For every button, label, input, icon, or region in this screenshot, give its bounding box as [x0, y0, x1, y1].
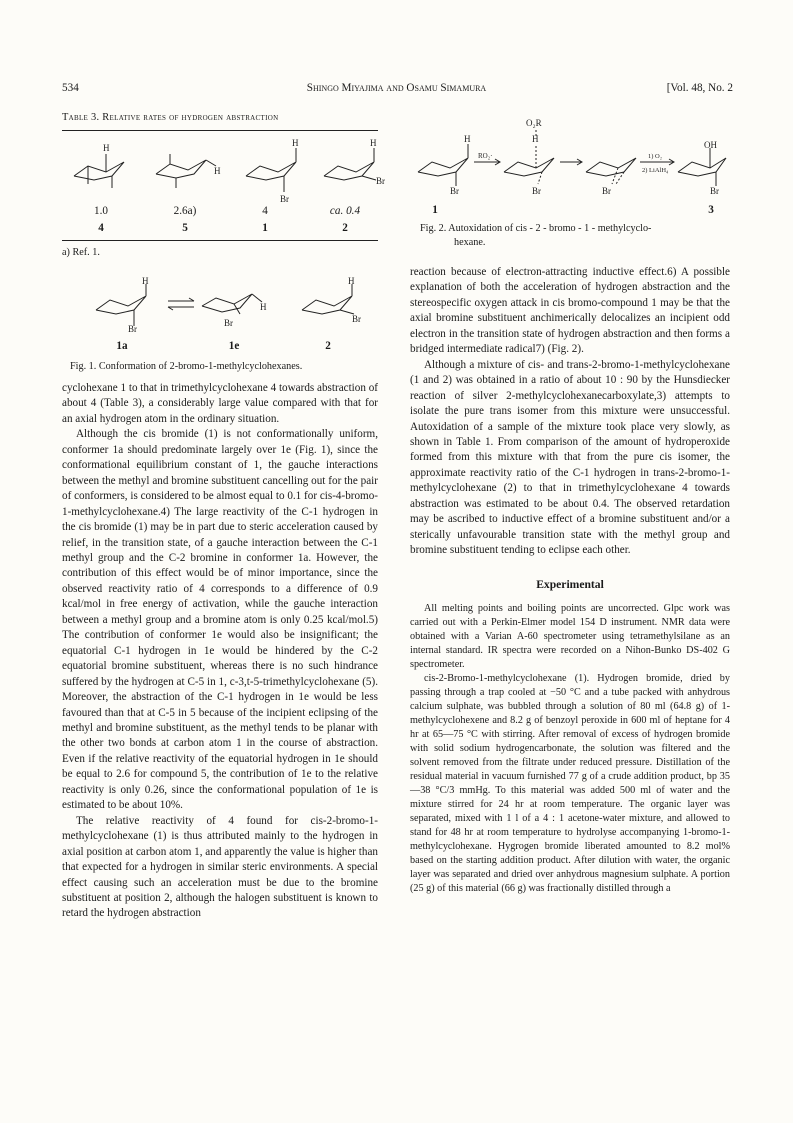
atom-br: Br — [602, 186, 611, 196]
running-header-authors: Shingo Miyajima and Osamu Simamura — [306, 82, 487, 94]
paragraph: The relative reactivity of 4 found for cis-2-bromo-1-methylcyclohexane (1) is thus attributed mainly to the hydrogen in axial position at carbon atom 1, and apparently the value is higher than that expected for a hydrogen in similar steric environments. A special effect causing such an acceleration must be due to the bromine substituent at position 2, although the halogen substituent is known to retard the hydrogen abstraction — [62, 814, 378, 920]
atom-h: H — [103, 143, 110, 153]
fig2-oh: OH — [704, 140, 717, 150]
atom-h: H — [214, 166, 221, 176]
fig2-compound-end: 3 — [708, 204, 714, 216]
table3-compound-1: 1 — [262, 222, 268, 234]
atom-h: H — [260, 302, 267, 312]
atom-h: H — [142, 276, 149, 286]
table3-compound-2: 2 — [342, 222, 348, 234]
table3-compound-5: 5 — [182, 222, 188, 234]
fig2-caption-line1: Fig. 2. Autoxidation of cis - 2 - bromo - 1 - methylcyclo- — [420, 223, 652, 234]
table3-structure-5 — [148, 140, 221, 200]
table3-footnote: a) Ref. 1. — [62, 247, 100, 258]
table3-rate-2: ca. 0.4 — [329, 205, 361, 217]
atom-h: H — [532, 134, 539, 144]
right-column-text — [410, 265, 730, 896]
paragraph: All melting points and boiling points are uncorrected. Glpc work was carried out with a Perkin-Elmer model 154 D instrument. NMR data were obtained with a Varian A-60 spectrometer using tetramethylsilane as an internal standard. IR spectra were recorded on a Nihon-Bunko DS-402 G spectrometer. — [410, 603, 730, 671]
paragraph: reaction because of electron-attracting inductive effect.6) A possible explanation of both the acceleration of hydrogen abstraction and the stereospecific oxygen attack in cis bromo-compound 1 may be that the axial bromine substituent anchimerically delocalizes an incipient odd electron in the transition state of hydrogen abstraction and then forms a bridged intermediate radical7) (Fig. 2). — [410, 266, 730, 356]
atom-h: H — [292, 138, 299, 148]
table3-top-rule — [62, 130, 378, 131]
fig1-label-2: 2 — [325, 340, 331, 352]
fig1-label-1a: 1a — [116, 340, 128, 352]
section-title-experimental: Experimental — [536, 577, 604, 591]
atom-br: Br — [352, 314, 361, 324]
fig2-caption — [420, 222, 736, 249]
page-number: 534 — [62, 82, 79, 94]
table3-rate-5: 2.6a) — [173, 205, 197, 217]
fig1-caption: Fig. 1. Conformation of 2-bromo-1-methylcyclohexanes. — [70, 361, 303, 372]
fig1-equilibrium-arrows — [166, 296, 196, 312]
paragraph: Although a mixture of cis- and trans-2-bromo-1-methylcyclohexane (1 and 2) was obtained in a ratio of about 10 : 90 by the Hunsdiecker reaction of silver 2-methylcyclohexanecarboxylate,3) attempts to isolate the pure trans isomer from this mixture were unsuccessful. Autoxidation of a sample of the mixture took place very slowly, as shown in Table 1. From comparison of the amount of hydroperoxide formed from this mixture with that from the pure cis isomer, the approximate reactivity ratio of the C-1 hydrogen in trans-2-bromo-1-methylcyclohexane (2) to that in trimethylcyclohexane 4 towards abstraction was estimated to be about 0.4. The observed retardation may be ascribed to inductive effect of a bromine substituent and/or a sterically unfavourable transition state with the methyl group and bromine substituent tending to eclipse each other. — [410, 358, 730, 557]
table3-bottom-rule — [62, 240, 378, 241]
atom-br: Br — [224, 318, 233, 328]
paragraph: cis-2-Bromo-1-methylcyclohexane (1). Hydrogen bromide, dried by passing through a trap cooled at −50 °C and a tube packed with anhydrous calcium sulphate, was bubbled through a solution of 80 ml (64.8 g) of 1-methylcyclohexene and 8.2 g of benzoyl peroxide in 600 ml of heptane for 4 hr at 65—75 °C with stirring. After removal of excess of hydrogen bromide with solid sodium hydrogencarbonate, the solution was filtered and the solvent removed from the filtrate under reduced pressure. Distillation of the residual material in vacuum furnished 77 g of a crude addition product, bp 35—38 °C/3 mmHg. To this material was added 500 ml of water and the mixture stirred for 24 hr at room temperature. The organic layer was separated, mixed with 1 l of a 4 : 1 acetone-water mixture, and allowed to stand for 48 hr at room temperature to hydrolyse accompanying 1-bromo-1-methylcyclohexane. Hygrogen bromide liberated amounted to 8.2 mol% based on the starting addition product. After dilution with water, the organic layer was separated and dried over anhydrous magnesium sulphate. A portion (25 g) of this material (66 g) was fractionally distilled through a — [410, 673, 730, 895]
fig1-label-1e: 1e — [228, 340, 240, 352]
fig2-caption-line2: hexane. — [454, 236, 486, 248]
fig2-reagent-step1: 1) O₂ — [648, 153, 662, 160]
atom-h: H — [464, 134, 471, 144]
table3-title: Table 3. Relative rates of hydrogen abstraction — [62, 112, 279, 123]
experimental-text — [410, 602, 730, 896]
table3-structure-1 — [240, 140, 310, 210]
table3-structure-2 — [318, 140, 388, 200]
table3-rate-4: 1.0 — [94, 205, 108, 217]
paragraph: cyclohexane 1 to that in trimethylcyclohexane 4 towards abstraction of about 4 (Table 3), a considerably large value compared with that for an axial hydrogen atom in the ordinary situation. — [62, 382, 378, 425]
fig2-o2r: O₂R — [526, 118, 542, 128]
fig2-scheme — [412, 118, 732, 218]
fig2-compound-start: 1 — [432, 204, 438, 216]
paragraph: Although the cis bromide (1) is not conformationally uniform, conformer 1a should predominate largely over 1e (Fig. 1), since the conformational equilibrium constant of 1, the gauche interactions between the methyl and bromine substituent cancelling out for the pair of conformers, is considered to be almost equal to 0.1 for cis-4-bromo-1-methylcyclohexane.4) The large reactivity of the C-1 hydrogen in the cis bromide (1) may be in part due to steric acceleration caused by relief, in the transition state, of a gauche interaction between the C-1 methyl group and the C-2 bromine in conformer 1a. However, the contribution of this effect would be of minor importance, since the observed reactivity ratio of 4 corresponds to a difference of 0.9 kcal/mol in free energy of activation, while the gauche interaction between a methyl group and a bromine atom is only 0.25 kcal/mol.5) The contribution of conformer 1e would also be insignificant; the equatorial C-1 hydrogen in 1e would be hindered by the C-2 equatorial bromine substituent, whereas there is no such hindrance suffered by the hydrogen at C-5 in 1, c-3,t-5-trimethylcyclohexane (5). Moreover, the abstraction of the C-1 hydrogen in 1e would be less favoured than that at C-5 in 5 because of the incipient eclipsing of the methyl and bromine substituent, as the methyl tends to be planar with the other two bonds at carbon atom 1 in the course of abstraction. Even if the relative reactivity of the equatorial hydrogen in 1e should be equal to 2.6 for compound 5, the contribution of 1e to the relative reactivity is only 0.26, since the conformational population of 1e is estimated to be about 10%. — [62, 428, 378, 812]
left-column-text — [62, 381, 378, 922]
atom-br: Br — [450, 186, 459, 196]
running-header-volume: [Vol. 48, No. 2 — [666, 82, 733, 94]
table3-compound-4: 4 — [98, 222, 104, 234]
atom-br: Br — [280, 194, 289, 204]
fig2-reagent-step2: 2) LiAlH₄ — [642, 167, 669, 174]
fig2-reagent-ro2: RO₂· — [478, 152, 493, 160]
atom-br: Br — [128, 324, 137, 334]
table3-structure-4 — [66, 140, 136, 200]
table3-rate-1: 4 — [262, 205, 268, 217]
atom-br: Br — [532, 186, 541, 196]
atom-br: Br — [376, 176, 385, 186]
atom-h: H — [370, 138, 377, 148]
atom-br: Br — [710, 186, 719, 196]
atom-h: H — [348, 276, 355, 286]
